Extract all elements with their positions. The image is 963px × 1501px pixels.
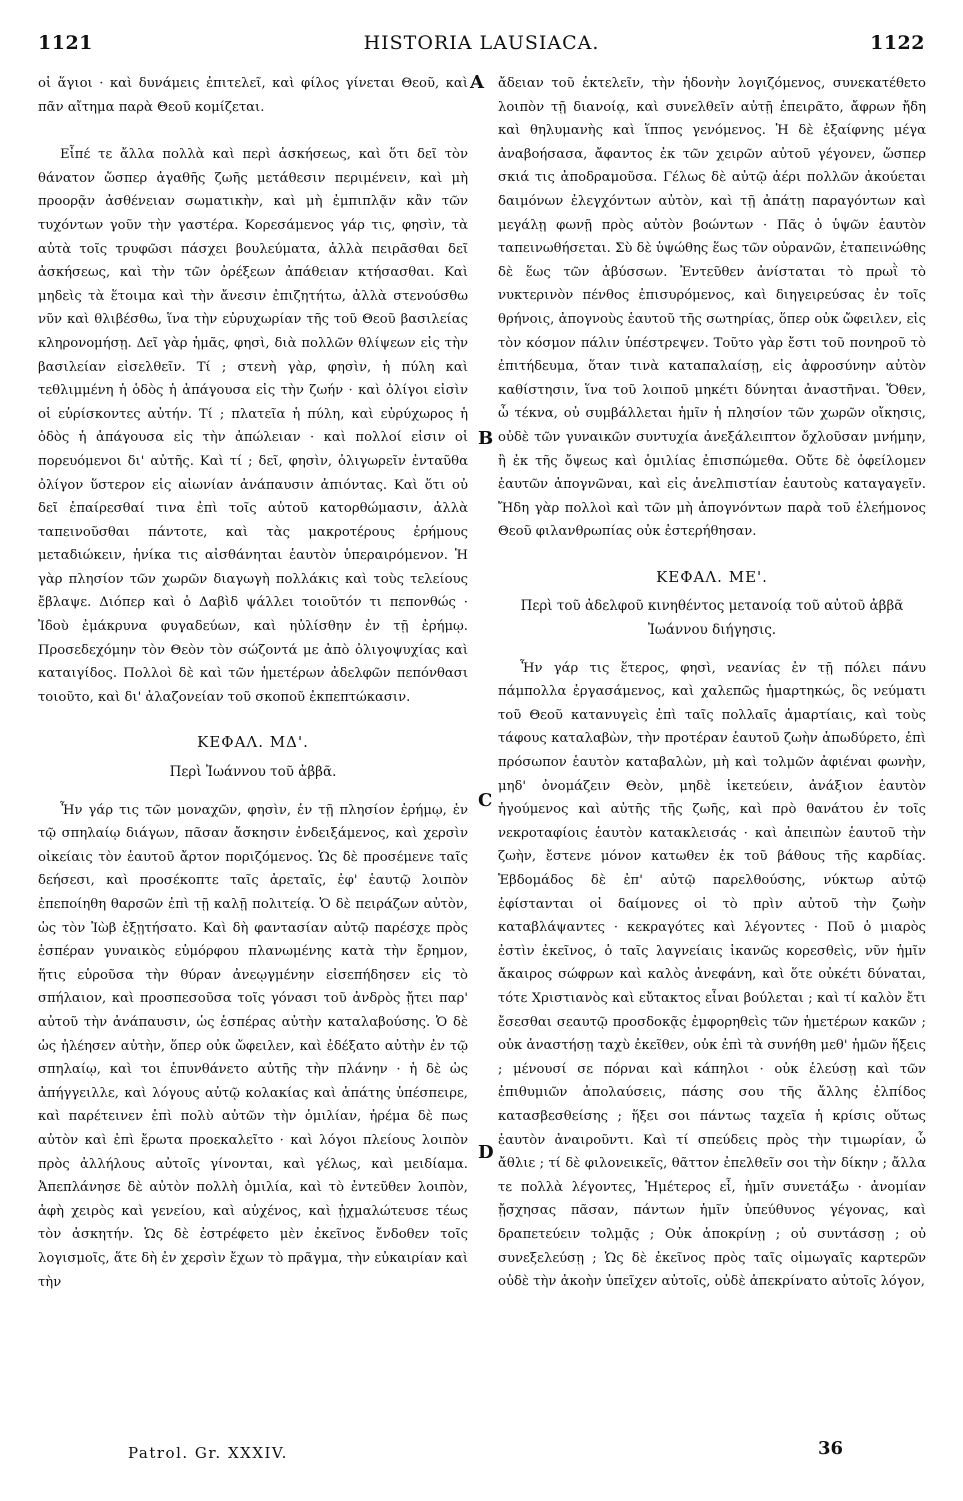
chapter-subheading-44: Περὶ Ἰωάννου τοῦ ἀββᾶ.: [169, 764, 337, 781]
left-column: [38, 72, 468, 1294]
left-paragraph-2: Εἶπέ τε ἄλλα πολλὰ καὶ περὶ ἀσκήσεως, καὶ ὅτι δεῖ τὸν θάνατον ὥσπερ ἀγαθῆς ζωῆς μετάθεσιν περιμένειν, καὶ μὴ προορᾷν ἀσθένειαν σωματικὴν, καὶ μὴ ἐμπιπλᾷν κἂν τῶν τυχόντων γοῦν τὴν γαστέρα. Κορεσάμενος γάρ τις, φησὶν, τὰ αὐτὰ τοῖς τρυφῶσι πάσχει βουλεύματα, ἀλλὰ πειρᾶσθαι δεῖ ἀσκήσεως, καὶ τὴν τῶν ὀρέξεων ἀπάθειαν κτήσασθαι. Καὶ μηδεὶς τὰ ἕτοιμα καὶ τὴν ἄνεσιν ἐπιζητήτω, ἀλλὰ στενούσθω νῦν καὶ θλιβέσθω, ἵνα τὴν εὐρυχωρίαν τῆς τοῦ Θεοῦ βασιλείας κληρονομήσῃ. Δεῖ γὰρ ἡμᾶς, φησὶ, διὰ πολλῶν θλίψεων εἰς τὴν βασιλείαν εἰσελθεῖν. Τί ; στενὴ γὰρ, φησὶν, ἡ πύλη καὶ τεθλιμμένη ἡ ὁδὸς ἡ ἀπάγουσα εἰς τὴν ζωήν · καὶ ὀλίγοι εἰσὶν οἱ εὑρίσκοντες αὐτήν. Τί ; πλατεῖα ἡ πύλη, καὶ εὐρύχωρος ἡ ὁδὸς ἡ ἀπάγουσα εἰς τὴν ἀπώλειαν · καὶ πολλοί εἰσιν οἱ πορευόμενοι δι' αὐτῆς. Καὶ τί ; δεῖ, φησὶν, ὀλιγωρεῖν ἐνταῦθα ὀλίγον ὕστερον εἰς αἰωνίαν ἀνάπαυσιν ἀπιόντας. Καὶ ὅτι οὐ δεῖ ἐπαίρεσθαί τινα ἐπὶ τοῖς αὐτοῦ κατορθώμασιν, ἀλλὰ ταπεινοῦσθαι πάντοτε, καὶ τὰς μακροτέρους ἐρήμους μεταδιώκειν, ἡνίκα τις αἰσθάνηται ἑαυτὸν ὑπεραιρόμενον. Ἡ γὰρ πλησίον τῶν χωρῶν διαγωγὴ πολλάκις καὶ τοὺς τελείους ἔβλαψε. Διόπερ καὶ ὁ Δαβὶδ ψάλλει τοιοῦτόν τι πεπονθώς · Ἰδοὺ ἐμάκρυνα φυγαδεύων, καὶ ηὐλίσθην ἐν τῇ ἐρήμῳ. Προσεδεχόμην τὸν Θεὸν τὸν σώζοντά με ἀπὸ ὀλιγοψυχίας καὶ καταιγίδος. Πολλοὶ δὲ καὶ τῶν ἡμετέρων ἀδελφῶν πεπόνθασι τοιοῦτο, καὶ δι' ἀλαζονείαν τοῦ σκοποῦ ἐκπεπτώκασιν.: [38, 147, 468, 705]
margin-marker-d: D: [478, 1142, 494, 1163]
footer-signature-number: 36: [818, 1438, 844, 1459]
left-paragraph-3: Ἦν γάρ τις τῶν μοναχῶν, φησὶν, ἐν τῇ πλησίον ἐρήμῳ, ἐν τῷ σπηλαίῳ διάγων, πᾶσαν ἄσκησιν ἐνδειξάμενος, καὶ χερσὶν οἰκείαις τὸν ἑαυτοῦ ἄρτον ποριζόμενος. Ὡς δὲ προσέμενε ταῖς δεήσεσι, καὶ προσέκοπτε ταῖς ἀρεταῖς, ἐφ' ἑαυτῷ λοιπὸν ἐπεποίηθη θαρσῶν ἐπὶ τῇ καλῇ πολιτείᾳ. Ὁ δὲ πειράζων αὐτὸν, ὡς τὸν Ἰὼβ ἐξῃτήσατο. Καὶ δὴ φαντασίαν αὐτῷ παρέσχε πρὸς ἑσπέραν γυναικὸς εὐμόρφου πλανωμένης κατὰ τὴν ἔρημον, ἥτις εὑροῦσα τὴν θύραν ἀνεῳγμένην εἰσεπήδησεν εἰς τὸ σπήλαιον, καὶ προσπεσοῦσα τοῖς γόνασι τοῦ ἀνδρὸς ᾔτει παρ' αὐτοῦ τὴν ἀνάπαυσιν, ὡς ἑσπέρας αὐτὴν καταλαβούσης. Ὁ δὲ ὡς ἠλέησεν αὐτὴν, ὅπερ οὐκ ὤφειλεν, καὶ ἐδέξατο αὐτὴν ἐν τῷ σπηλαίῳ, καὶ τοι ἐπυνθάνετο αὐτῆς τὴν πλάνην · ἡ δὲ ὡς ἀπήγγειλλε, καὶ λόγους αὐτῷ κολακίας καὶ ἀπάτης ὑπέσπειρε, καὶ παρέτεινεν ἐπὶ πολὺ αὐτῶν τὴν ὁμιλίαν, ἠρέμα δὲ πως αὐτὸν καὶ ἐπὶ ἔρωτα προεκαλεῖτο · καὶ λόγοι πλείους λοιπὸν πρὸς ἀλλήλους αὐτοῖς γίνονται, καὶ γέλως, καὶ μειδίαμα. Ἀπεπλάνησε δὲ αὐτὸν πολλὴ ὁμιλία, καὶ τὸ ἐντεῦθεν λοιπὸν, ἁφὴ χειρὸς καὶ γενείου, καὶ αὐχένος, καὶ ᾐχμαλώτευσε τέως τὸν ἀσκητήν. Ὡς δὲ ἐστρέφετο μὲν ἐκεῖνος ἔνδοθεν τοῖς λογισμοῖς, ἅτε δὴ ἐν χερσὶν ἔχων τὸ πρᾶγμα, τὴν εὐκαιρίαν καὶ τὴν: [38, 802, 468, 1290]
left-page-number: 1121: [38, 32, 93, 54]
footer-series-label: Patrol. Gr. XXXIV.: [128, 1444, 288, 1462]
left-paragraph-1: οἱ ἅγιοι · καὶ δυνάμεις ἐπιτελεῖ, καὶ φίλος γίνεται Θεοῦ, καὶ πᾶν αἴτημα παρὰ Θεοῦ κομίζεται.: [38, 76, 468, 115]
margin-marker-c: C: [478, 790, 493, 811]
margin-marker-a: A: [470, 72, 484, 93]
chapter-heading-44: ΚΕΦΑΛ. ΜΔ'.: [197, 733, 309, 752]
running-title: HISTORIA LAUSIACA.: [363, 32, 600, 54]
chapter-subheading-45: Περὶ τοῦ ἀδελφοῦ κινηθέντος μετανοίᾳ τοῦ αὐτοῦ ἀββᾶ Ἰωάννου διήγησις.: [520, 598, 904, 639]
right-paragraph-2: Ἦν γάρ τις ἕτερος, φησὶ, νεανίας ἐν τῇ πόλει πάνυ πάμπολλα ἐργασάμενος, καὶ χαλεπῶς ἡμαρτηκώς, ὃς νεύματι τοῦ Θεοῦ κατανυγεὶς ἐπὶ ταῖς πολλαῖς ἁμαρτίαις, καὶ τοὺς τάφους καταλαβὼν, τὴν προτέραν ἑαυτοῦ ζωὴν ἀπωδύρετο, ἐπὶ πρόσωπον ἑαυτὸν καταβαλὼν, μὴ καὶ τολμῶν ἀφιέναι φωνὴν, μηδ' ὀνομάζειν Θεὸν, μηδὲ ἱκετεύειν, ἀνάξιον ἑαυτὸν ἡγούμενος καὶ αὐτῆς τῆς ζωῆς, καὶ πρὸ θανάτου ἐν τοῖς νεκροταφίοις ἑαυτὸν κατακλεισάς · καὶ ἀπειπὼν ἑαυτοῦ τὴν ζωὴν, ἔστενε μόνον κατωθεν ἐκ τοῦ βάθους τῆς καρδίας. Ἑβδομάδος δὲ ἐπ' αὐτῷ παρελθούσης, νύκτωρ αὐτῷ ἐφίστανται οἱ δαίμονες οἱ τὸ πρὶν αὐτοῦ τὴν ζωὴν καταβλάψαντες · κεκραγότες καὶ λέγοντες · Ποῦ ὁ μιαρὸς ἐστὶν ἐκεῖνος, ὁ ταῖς λαγνείαις ἱκανῶς κορεσθεὶς, νῦν ἡμῖν ἄκαιρος σώφρων καὶ καλὸς ἀνεφάνη, καὶ ὅτε οὐκέτι δύναται, τότε Χριστιανὸς καὶ εὔτακτος εἶναι βούλεται ; καὶ τί καλὸν ἔτι ἔσεσθαι σεαυτῷ προσδοκᾷς ἐμφορηθεὶς τῶν ἡμετέρων κακῶν ; οὐκ ἀναστήσῃ ταχὺ ἐκεῖθεν, οὐκ ἐπὶ τὰ συνήθη μεθ' ἡμῶν ἥξεις ; μένουσί σε πόρναι καὶ κάπηλοι · οὐκ ἐλεύσῃ καὶ τῶν ἐπιθυμιῶν ἀπολαύσεις, πάσης σου τῆς ἄλλης ἐλπίδος κατασβεσθείσης ; ἥξει σοι πάντως ταχεῖα ἡ κρίσις οὕτως ἑαυτὸν ἀναιροῦντι. Καὶ τί σπεύδεις πρὸς τὴν τιμωρίαν, ὦ ἄθλιε ; τί δὲ φιλονεικεῖς, θᾶττον ἐπελθεῖν σοι τὴν δίκην ; ἄλλα τε πολλὰ λέγοντες, Ἡμέτερος εἶ, ἡμῖν συνετάξω · ἀνομίαν ᾔσχησας πᾶσαν, πάντων ἡμῖν ὑπεύθυνος γέγονας, καὶ δραπετεύειν τολμᾷς ; Οὐκ ἀποκρίνῃ ; οὐ συντάσσῃ ; οὐ συνεξελεύσῃ ; Ὡς δὲ ἐκεῖνος πρὸς ταῖς οἰμωγαῖς καρτερῶν οὐδὲ τὴν ἀκοὴν ὑπεῖχεν αὐτοῖς, οὐδὲ ἀπεκρίνατο αὐτοῖς λόγον,: [498, 660, 926, 1290]
margin-marker-b: B: [478, 428, 494, 449]
right-paragraph-1: ἄδειαν τοῦ ἐκτελεῖν, τὴν ἡδονὴν λογιζόμενος, συνεκατέθετο λοιπὸν τῇ διανοίᾳ, καὶ συνελθεῖν αὐτῇ ἐπειρᾶτο, ἄφρων ἤδη καὶ θηλυμανὴς καὶ ἵππος γενόμενος. Ἡ δὲ ἐξαίφνης μέγα ἀναβοήσασα, ἄφαντος ἐκ τῶν χειρῶν αὐτοῦ γέγονεν, ὥσπερ σκιά τις ἀποδραμοῦσα. Γέλως δὲ αὐτῷ ἀέρι πολλῶν ἀκούεται δαιμόνων ἐλεγχόντων αὐτὸν, καὶ τῇ ἀπάτῃ παραγόντων καὶ μεγάλῃ φωνῇ πρὸς αὐτὸν βοώντων · Πᾶς ὁ ὑψῶν ἑαυτὸν ταπεινωθήσεται. Σὺ δὲ ὑψώθης ἕως τῶν οὐρανῶν, ἐταπεινώθης δὲ ἕως τῶν ἀβύσσων. Ἐντεῦθεν ἀνίσταται τὸ πρωῒ τὸ νυκτερινὸν πένθος ἐπισυρόμενος, καὶ διηγειρεύσας ἐν τοῖς θρήνοις, ἀπογνοὺς ἑαυτοῦ τῆς σωτηρίας, ὅπερ οὐκ ὤφειλεν, εἰς τὸν κόσμον πάλιν ὑπέστρεψεν. Τοῦτο γὰρ ἔστι τοῦ πονηροῦ τὸ ἐπιτήδευμα, ὅταν τινὰ καταπαλαίσῃ, εἰς ἀφροσύνην αὐτὸν καθίστησιν, ἵνα τοῦ λοιποῦ μηκέτι δύνηται ἀναστῆναι. Ὅθεν, ὦ τέκνα, οὐ συμβάλλεται ἡμῖν ἡ πλησίον τῶν χωρῶν οἴκησις, οὐδὲ τῶν γυναικῶν συντυχία ἀνεξάλειπτον ὄχλοῦσαν μνήμην, ἢ ἐκ τῆς ὄψεως καὶ ὁμιλίας ἐπισπώμεθα. Οὔτε δὲ ὀφείλομεν ἑαυτῶν ἀπογνῶναι, καὶ εἰς ἀνελπιστίαν ἑαυτοὺς καταγαγεῖν. Ἤδη γὰρ πολλοὶ καὶ τῶν μὴ ἀπογνόντων παρὰ τοῦ ἐλεήμονος Θεοῦ φιλανθρωπίας οὐκ ἐστερήθησαν.: [498, 76, 926, 540]
right-page-number: 1122: [870, 32, 925, 54]
page-header: [38, 32, 925, 62]
right-column: [498, 72, 926, 1294]
chapter-heading-45: ΚΕΦΑΛ. ΜΕ'.: [656, 567, 768, 586]
